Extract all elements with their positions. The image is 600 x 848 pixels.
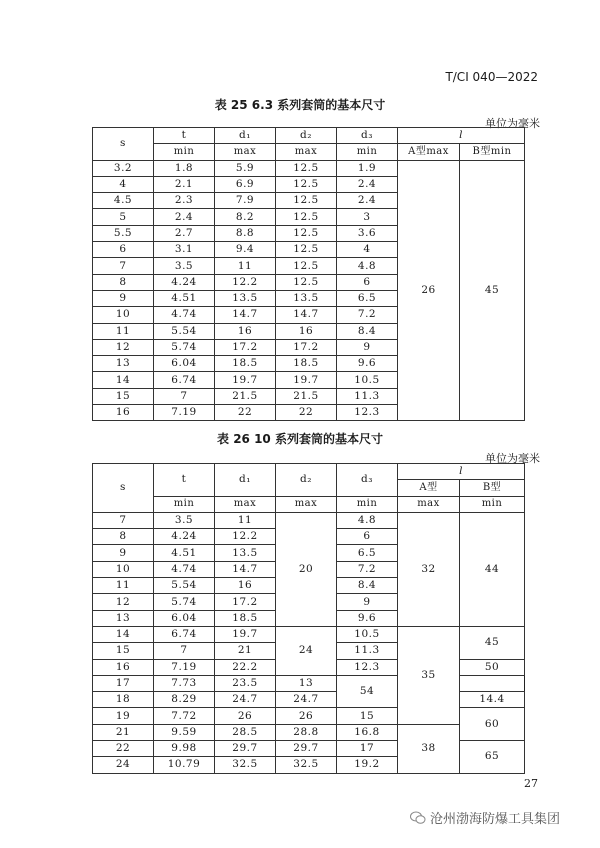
t26-a-group: 35: [398, 626, 460, 724]
table-cell: 6.5: [337, 545, 398, 561]
t25-l-a-value: 26: [398, 160, 460, 421]
table-cell: 1.9: [337, 160, 398, 176]
table-cell: 19.2: [337, 757, 398, 773]
table-cell: 2.4: [154, 209, 215, 225]
table-cell: 17: [93, 675, 154, 691]
watermark-text: 沧州渤海防爆工具集团: [429, 812, 560, 827]
table-cell: 3.5: [154, 258, 215, 274]
t26-header-d3-sub: min: [337, 496, 398, 512]
table-cell: 4.51: [154, 290, 215, 306]
table-cell: 11: [215, 512, 276, 528]
table-cell: 6.9: [215, 176, 276, 192]
table-cell: 22.2: [215, 659, 276, 675]
table-cell: 4.5: [93, 193, 154, 209]
table-cell: 8: [93, 274, 154, 290]
table-cell: 4: [93, 176, 154, 192]
t26-header-a: A型: [398, 480, 460, 496]
t26-d2-group: 28.8: [276, 724, 337, 740]
table-cell: 13.5: [276, 290, 337, 306]
t26-d2-group: 24.7: [276, 692, 337, 708]
table-cell: 7.19: [154, 659, 215, 675]
t25-header-t: t: [154, 128, 215, 144]
t26-b-group: 65: [460, 741, 525, 774]
table-row: [93, 741, 525, 757]
table-cell: 8.2: [215, 209, 276, 225]
table-cell: 15: [93, 388, 154, 404]
table-cell: 9.6: [337, 610, 398, 626]
table25-caption: 表 25 6.3 系列套筒的基本尺寸: [214, 98, 386, 112]
table-cell: 7: [154, 643, 215, 659]
table-cell: 7.72: [154, 708, 215, 724]
table-cell: 10: [93, 307, 154, 323]
t26-header-d1-sub: max: [215, 496, 276, 512]
table-cell: 29.7: [215, 741, 276, 757]
table-row: [93, 692, 525, 708]
table-cell: 7.73: [154, 675, 215, 691]
table-cell: 28.5: [215, 724, 276, 740]
table-cell: 21.5: [215, 388, 276, 404]
table-cell: 10: [93, 561, 154, 577]
table-cell: 12.3: [337, 659, 398, 675]
table-cell: 12.5: [276, 274, 337, 290]
table-cell: 19.7: [276, 372, 337, 388]
t26-d2-group: 24: [276, 626, 337, 675]
table-cell: 13: [276, 675, 337, 691]
t25-header-b: B型min: [460, 144, 525, 160]
t26-a-group: 32: [398, 512, 460, 626]
table-cell: 3.2: [93, 160, 154, 176]
table-cell: 8.4: [337, 578, 398, 594]
t25-header-d1: d₁: [215, 128, 276, 144]
table-cell: 4.51: [154, 545, 215, 561]
t26-b-group: 50: [460, 659, 525, 675]
t26-header-d2: d₂: [276, 464, 337, 497]
table-cell: 4.24: [154, 529, 215, 545]
table-cell: 7: [154, 388, 215, 404]
table-cell: 18.5: [276, 356, 337, 372]
table26: [92, 463, 525, 774]
table-cell: 4.8: [337, 258, 398, 274]
table-cell: 8.29: [154, 692, 215, 708]
table-cell: 12: [93, 594, 154, 610]
t25-header-t-sub: min: [154, 144, 215, 160]
t25-header-a: A型max: [398, 144, 460, 160]
t26-header-t-sub: min: [154, 496, 215, 512]
table-cell: 4: [337, 242, 398, 258]
table-cell: 14: [93, 372, 154, 388]
table-cell: 10.5: [337, 626, 398, 642]
t26-a-group: 38: [398, 724, 460, 773]
t26-d2-group: 26: [276, 708, 337, 724]
t26-b-group: 54: [337, 675, 398, 708]
table-cell: 7.9: [215, 193, 276, 209]
table-cell: 16: [93, 659, 154, 675]
t26-d2-group: 29.7: [276, 741, 337, 757]
table-cell: 26: [215, 708, 276, 724]
table-cell: 24: [93, 757, 154, 773]
t26-header-b-sub: min: [460, 496, 525, 512]
table-cell: 5.5: [93, 225, 154, 241]
table-cell: 6: [337, 274, 398, 290]
t25-header-d2-sub: max: [276, 144, 337, 160]
table-cell: 8.8: [215, 225, 276, 241]
document-code: T/CI 040—2022: [445, 70, 538, 84]
table-cell: 6.5: [337, 290, 398, 306]
table-cell: 16: [93, 405, 154, 421]
table-row: [93, 626, 525, 642]
table-cell: 19.7: [215, 626, 276, 642]
t25-header-d3-sub: min: [337, 144, 398, 160]
table-cell: 12.5: [276, 225, 337, 241]
t26-d2-group: 20: [276, 512, 337, 626]
table-cell: 3: [337, 209, 398, 225]
table-cell: 12: [93, 339, 154, 355]
table-cell: 8.4: [337, 323, 398, 339]
table26-caption: 表 26 10 系列套筒的基本尺寸: [217, 432, 383, 446]
t26-header-l: l: [398, 464, 525, 480]
table-cell: 10.79: [154, 757, 215, 773]
table-cell: 24.7: [215, 692, 276, 708]
table-cell: 7: [93, 512, 154, 528]
table26-unit: 单位为毫米: [485, 452, 540, 465]
table-cell: 5.74: [154, 339, 215, 355]
table-cell: 7.19: [154, 405, 215, 421]
table-row: [93, 512, 525, 528]
t26-header-d2-sub: max: [276, 496, 337, 512]
table-cell: 22: [93, 741, 154, 757]
table-cell: 1.8: [154, 160, 215, 176]
table-cell: 2.1: [154, 176, 215, 192]
t26-header-d1: d₁: [215, 464, 276, 497]
table-cell: 6.04: [154, 610, 215, 626]
table-cell: 17.2: [215, 339, 276, 355]
table-cell: 18.5: [215, 356, 276, 372]
table-cell: 13: [93, 610, 154, 626]
table-cell: 9.59: [154, 724, 215, 740]
table-row: [93, 708, 525, 724]
table-cell: 17: [337, 741, 398, 757]
table-cell: 7.2: [337, 561, 398, 577]
table-cell: 12.5: [276, 242, 337, 258]
t25-header-d3: d₃: [337, 128, 398, 144]
table-cell: 11.3: [337, 643, 398, 659]
table-cell: 22: [215, 405, 276, 421]
t26-b-group: 60: [460, 708, 525, 741]
table-cell: 14.7: [276, 307, 337, 323]
t25-header-d2: d₂: [276, 128, 337, 144]
t25-header-l: l: [398, 128, 525, 144]
table-cell: 19: [93, 708, 154, 724]
t26-d2-group: 32.5: [276, 757, 337, 773]
t25-header-d1-sub: max: [215, 144, 276, 160]
table-cell: 7: [93, 258, 154, 274]
table25: [92, 127, 525, 421]
table-row: [93, 675, 525, 691]
table-cell: 12.5: [276, 160, 337, 176]
table-cell: 6.74: [154, 372, 215, 388]
table-cell: 4.74: [154, 561, 215, 577]
table-cell: 5.54: [154, 323, 215, 339]
table-cell: 4.8: [337, 512, 398, 528]
table-cell: 17.2: [276, 339, 337, 355]
t26-b-group: 44: [460, 512, 525, 626]
watermark: [410, 808, 560, 827]
t26-header-a-sub: max: [398, 496, 460, 512]
table-cell: 9: [337, 594, 398, 610]
table-cell: 21: [93, 724, 154, 740]
table-cell: 15: [93, 643, 154, 659]
table-cell: 11: [93, 323, 154, 339]
table-cell: 23.5: [215, 675, 276, 691]
table-cell: 11.3: [337, 388, 398, 404]
table-cell: 9: [93, 545, 154, 561]
table-cell: 10.5: [337, 372, 398, 388]
table-cell: 9.6: [337, 356, 398, 372]
table-cell: 19.7: [215, 372, 276, 388]
table-cell: 12.3: [337, 405, 398, 421]
table-cell: 4.74: [154, 307, 215, 323]
table-cell: 18: [93, 692, 154, 708]
table-cell: 21: [215, 643, 276, 659]
table-cell: 6: [337, 529, 398, 545]
table-cell: 2.3: [154, 193, 215, 209]
table-cell: 17.2: [215, 594, 276, 610]
table-cell: 32.5: [215, 757, 276, 773]
table-cell: 13.5: [215, 545, 276, 561]
table-cell: 22: [276, 405, 337, 421]
table-cell: 9: [337, 339, 398, 355]
table-cell: 12.5: [276, 193, 337, 209]
table-cell: 8: [93, 529, 154, 545]
table-cell: 2.4: [337, 176, 398, 192]
table-cell: 6: [93, 242, 154, 258]
table-cell: 6.74: [154, 626, 215, 642]
t25-l-b-value: 45: [460, 160, 525, 421]
table-cell: 3.6: [337, 225, 398, 241]
table-cell: 14: [93, 626, 154, 642]
table-cell: 14.7: [215, 561, 276, 577]
table-cell: 12.5: [276, 176, 337, 192]
table-cell: 7.2: [337, 307, 398, 323]
t26-header-s: s: [93, 464, 154, 513]
table-cell: 5.54: [154, 578, 215, 594]
page-number: 27: [524, 777, 538, 790]
table-cell: 9.98: [154, 741, 215, 757]
t25-header-s: s: [93, 128, 154, 161]
table-cell: 14.7: [215, 307, 276, 323]
table-row: [93, 160, 525, 176]
table-cell: 13.5: [215, 290, 276, 306]
table-cell: 11: [93, 578, 154, 594]
table-cell: 6.04: [154, 356, 215, 372]
table-cell: 18.5: [215, 610, 276, 626]
table-cell: 4.24: [154, 274, 215, 290]
table-cell: 3.1: [154, 242, 215, 258]
t26-header-b: B型: [460, 480, 525, 496]
t26-b-group: 45: [460, 626, 525, 659]
table-cell: 12.2: [215, 529, 276, 545]
table-cell: 16: [215, 323, 276, 339]
table-cell: 2.7: [154, 225, 215, 241]
table-cell: 12.2: [215, 274, 276, 290]
table-cell: 5: [93, 209, 154, 225]
table-cell: 11: [215, 258, 276, 274]
table-cell: 12.5: [276, 258, 337, 274]
table-cell: 14.4: [460, 692, 525, 708]
table-cell: 16: [276, 323, 337, 339]
t26-header-d3: d₃: [337, 464, 398, 497]
table-cell: 2.4: [337, 193, 398, 209]
table-cell: 21.5: [276, 388, 337, 404]
table-cell: 15: [337, 708, 398, 724]
table-cell: 5.74: [154, 594, 215, 610]
table-cell: 3.5: [154, 512, 215, 528]
table-cell: 5.9: [215, 160, 276, 176]
wechat-icon: [410, 811, 426, 825]
table-cell: 13: [93, 356, 154, 372]
table-cell: 9: [93, 290, 154, 306]
table-cell: 9.4: [215, 242, 276, 258]
table-cell: 16: [215, 578, 276, 594]
table-cell: 12.5: [276, 209, 337, 225]
t26-header-t: t: [154, 464, 215, 497]
table25-unit: 单位为毫米: [485, 117, 540, 130]
table-cell: 16.8: [337, 724, 398, 740]
